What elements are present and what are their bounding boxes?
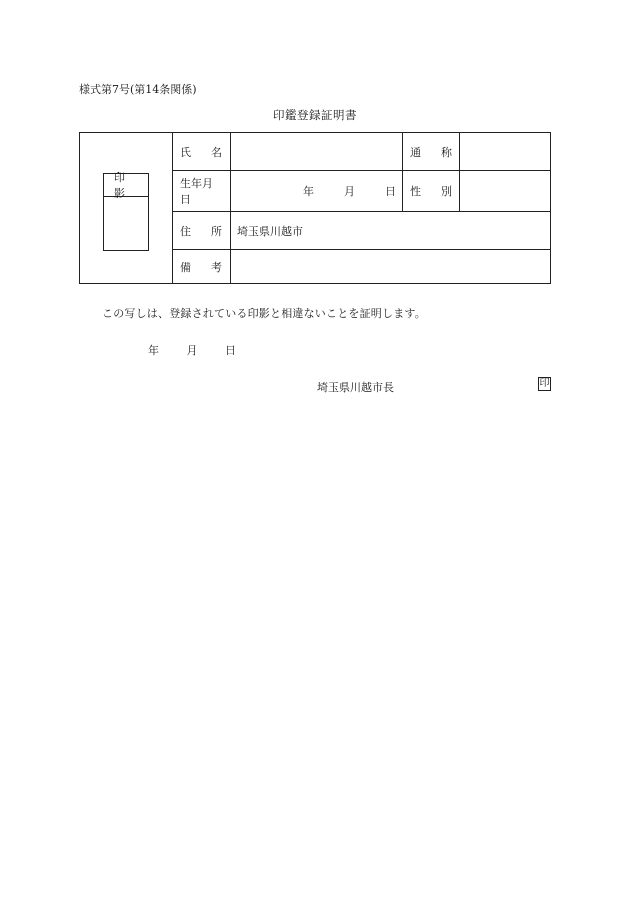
- issue-date: 年 月 日: [148, 344, 236, 357]
- form-number: 様式第7号(第14条関係): [79, 83, 197, 96]
- name-row: [172, 133, 550, 171]
- seal-impression-area: [80, 133, 173, 283]
- birthdate-field: 年 月 日: [231, 171, 403, 211]
- name-label: 氏 名: [172, 133, 231, 170]
- birthdate-row: [172, 171, 550, 212]
- sex-field: [460, 171, 550, 211]
- remarks-label: 備 考: [172, 250, 231, 283]
- sex-label: 性 別: [403, 171, 460, 211]
- address-label: 住 所: [172, 212, 231, 249]
- birthdate-label: 生年月日: [172, 171, 231, 211]
- issuer-name: 埼玉県川越市長: [317, 381, 394, 394]
- remarks-field: [231, 250, 550, 283]
- name-field: [231, 133, 403, 170]
- address-row: [172, 212, 550, 250]
- registration-table: [79, 132, 551, 284]
- seal-impression-box: [103, 196, 149, 251]
- address-field: 埼玉県川越市: [237, 224, 303, 238]
- nickname-field: [460, 133, 550, 170]
- official-seal-stamp: 印: [539, 378, 550, 389]
- certification-statement: この写しは、登録されている印影と相違ないことを証明します。: [102, 307, 426, 320]
- document-title: 印鑑登録証明書: [273, 108, 357, 122]
- seal-impression-label: 印影: [103, 173, 149, 197]
- nickname-label: 通 称: [403, 133, 460, 170]
- remarks-row: [172, 250, 550, 283]
